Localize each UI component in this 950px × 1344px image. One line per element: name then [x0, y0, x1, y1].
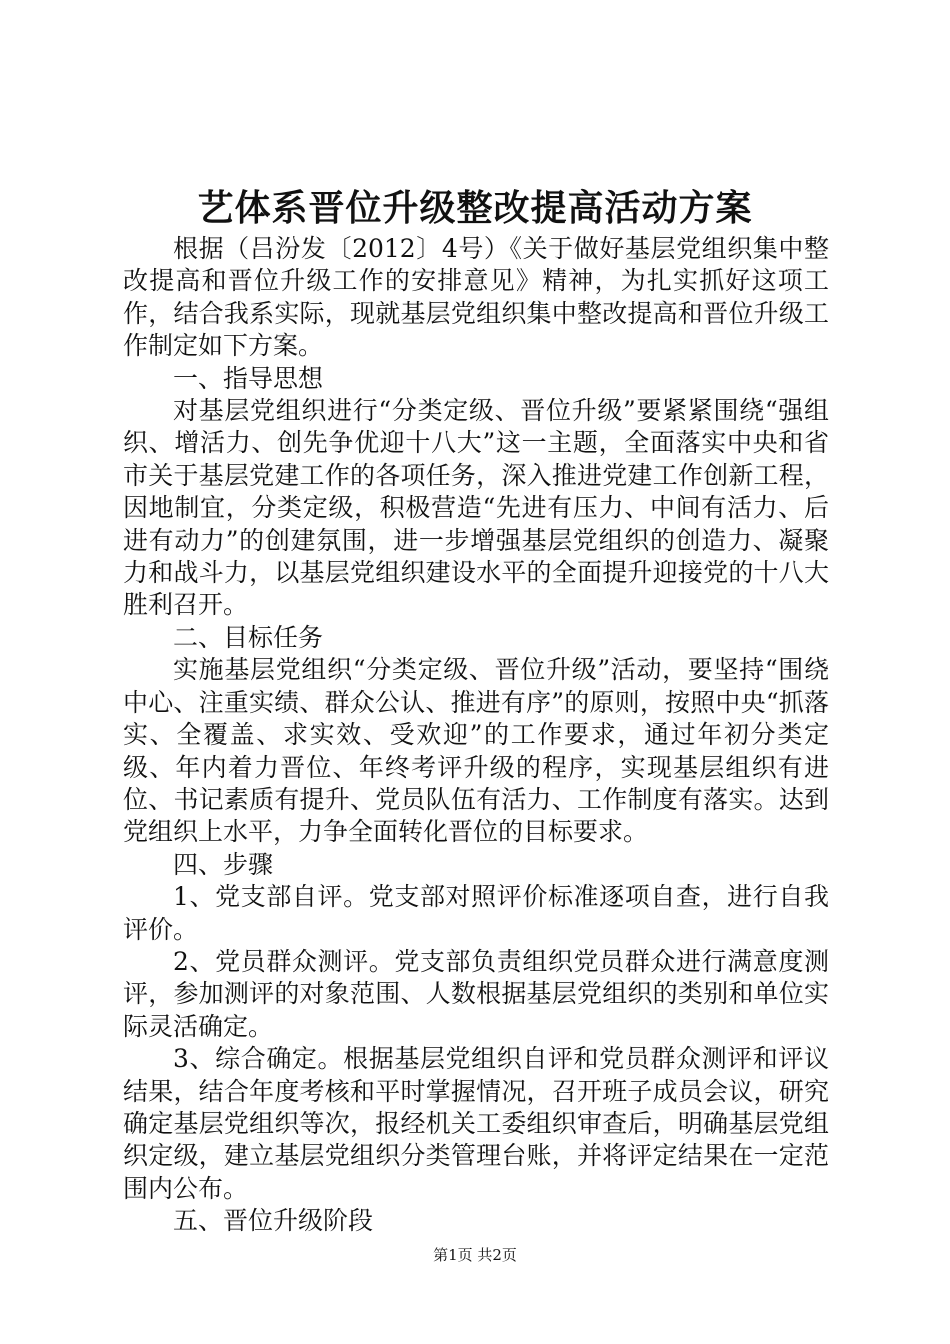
step-2-paragraph: 2、党员群众测评。党支部负责组织党员群众进行满意度测评，参加测评的对象范围、人数根据基层党组织的类别和单位实际灵活确定。 — [123, 946, 829, 1041]
section-heading-steps: 四、步骤 — [173, 849, 274, 879]
guiding-ideology-paragraph: 对基层党组织进行“分类定级、晋位升级”要紧紧围绕“强组织、增活力、创先争优迎十八大”这一主题，全面落实中央和省市关于基层党建工作的各项任务，深入推进党建工作创新工程，因地制宜，分类定级，积极营造“先进有压力、中间有活力、后进有动力”的创建氛围，进一步增强基层党组织的创造力、凝聚力和战斗力，以基层党组织建设水平的全面提升迎接党的十八大胜利召开。 — [123, 396, 829, 620]
document-title: 艺体系晋位升级整改提高活动方案 — [197, 187, 753, 229]
step-3-paragraph: 3、综合确定。根据基层党组织自评和党员群众测评和评议结果，结合年度考核和平时掌握情况，召开班子成员会议，研究确定基层党组织等次，报经机关工委组织审查后，明确基层党组织定级，建立基层党组织分类管理台账，并将评定结果在一定范围内公布。 — [123, 1044, 829, 1203]
step-1-paragraph: 1、党支部自评。党支部对照评价标准逐项自查，进行自我评价。 — [123, 882, 829, 944]
intro-paragraph: 根据（吕汾发〔2012〕4号）《关于做好基层党组织集中整改提高和晋位升级工作的安排意见》精神，为扎实抓好这项工作，结合我系实际，现就基层党组织集中整改提高和晋位升级工作制定如下方案。 — [123, 234, 829, 361]
section-heading-guiding-ideology: 一、指导思想 — [173, 363, 324, 393]
page-number: 第1页 共2页 — [433, 1246, 517, 1264]
document-body — [123, 233, 829, 1238]
goals-paragraph: 实施基层党组织“分类定级、晋位升级”活动，要坚持“围绕中心、注重实绩、群众公认、推进有序”的原则，按照中央“抓落实、全覆盖、求实效、受欢迎”的工作要求，通过年初分类定级、年内着力晋位、年终考评升级的程序，实现基层组织有进位、书记素质有提升、党员队伍有活力、工作制度有落实。达到党组织上水平，力争全面转化晋位的目标要求。 — [123, 655, 829, 847]
section-heading-promotion-stage: 五、晋位升级阶段 — [173, 1206, 374, 1236]
section-heading-goals: 二、目标任务 — [173, 622, 324, 652]
